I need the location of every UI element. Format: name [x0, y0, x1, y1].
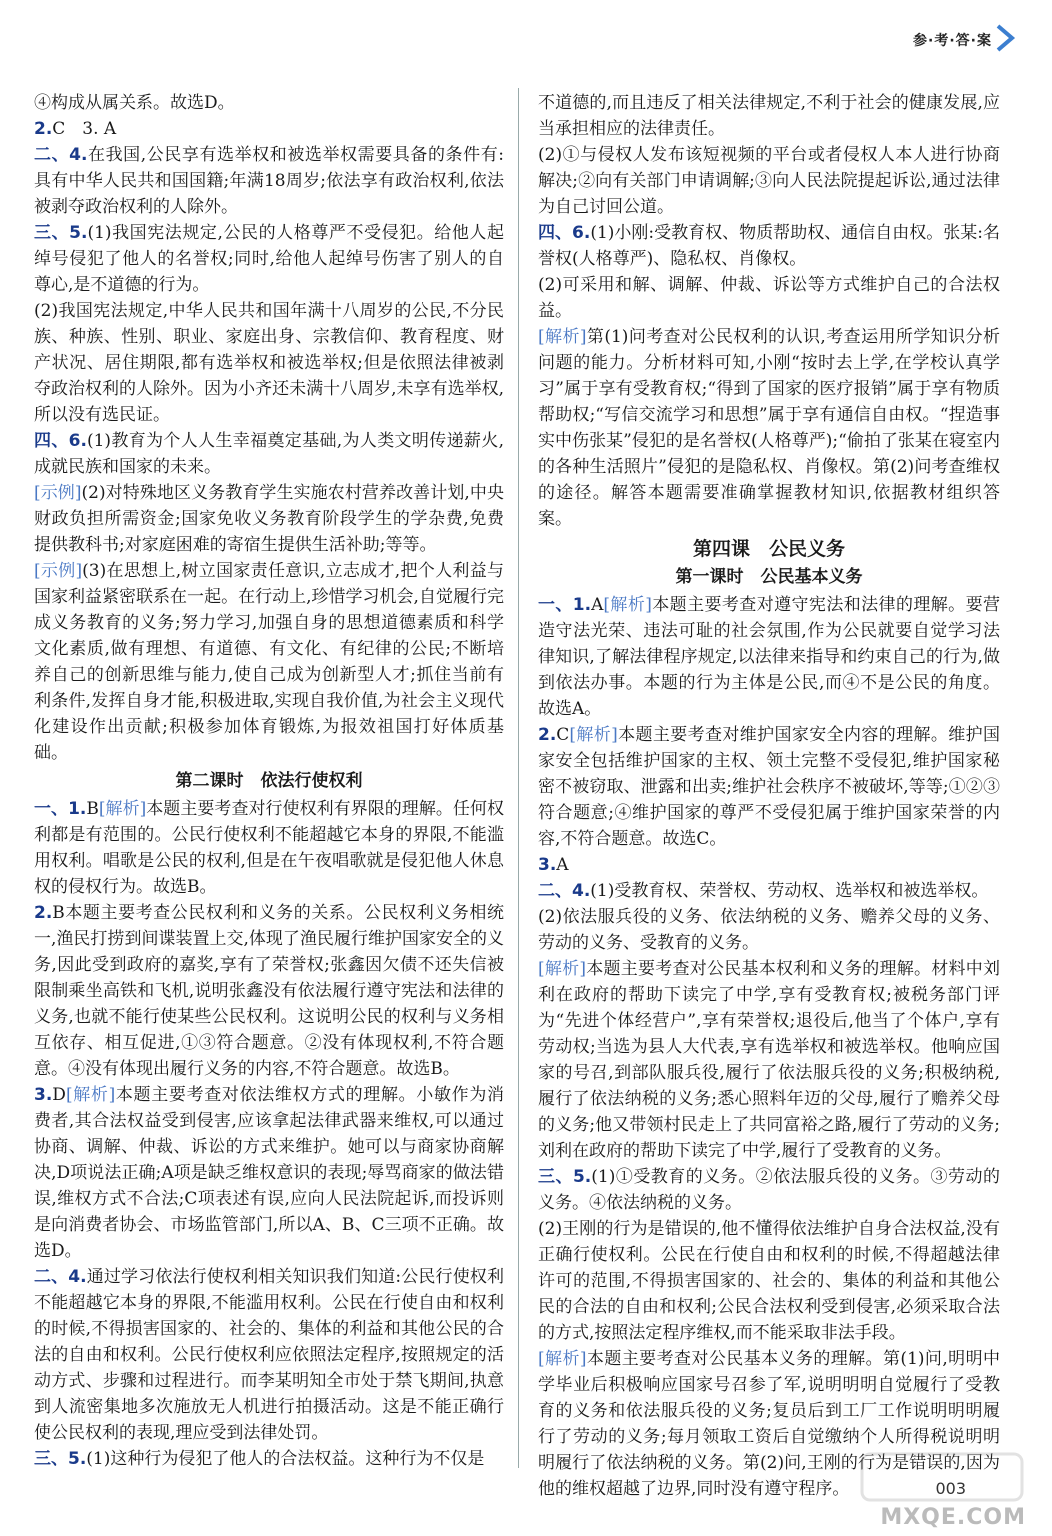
answer-text: 本题主要考查对公民基本义务的理解。第(1)问,明明中学毕业后积极响应国家号召参了军,说明明明自觉履行了受教育的义务和依法服兵役的义务;复员后到工厂工作说明明明履行了劳动的义务;每月领取工资后自觉缴纳个人所得税说明明明履行了依法纳税的义务。第(2)问,王刚的行为是错误的,因为他的维权超越了边界,同时没有遵守程序。: [538, 1349, 1000, 1499]
answer-paragraph: [34, 1082, 504, 1264]
section-heading: 第一课时 公民基本义务: [675, 567, 863, 587]
question-number: 2.: [34, 903, 53, 923]
analysis-tag: [解析]: [538, 327, 587, 347]
analysis-tag: [解析]: [603, 595, 652, 615]
question-number: 3.: [34, 1085, 53, 1105]
answer-paragraph: [538, 90, 1000, 142]
right-column: [538, 90, 1000, 1502]
answer-text: (1)受教育权、荣誉权、劳动权、选举权和被选举权。: [590, 881, 989, 901]
question-number: 2.: [34, 119, 53, 139]
question-number: 二、4.: [538, 881, 591, 901]
answer-paragraph: [538, 1216, 1000, 1346]
answer-text: 本题主要考查对公民基本权利和义务的理解。材料中刘利在政府的帮助下读完了中学,享有受教育权;被税务部门评为“先进个体经营户”,享有荣誉权;退役后,他当了个体户,享有劳动权;当选为县人大代表,享有选举权和被选举权。他响应国家的号召,到部队服兵役,履行了依法服兵役的义务;积极纳税,履行了依法纳税的义务;悉心照料年迈的父母,履行了赡养父母的义务;他又带领村民走上了共同富裕之路,履行了劳动的义务;刘利在政府的帮助下读完了中学,履行了受教育的义务。: [538, 959, 1001, 1161]
answer-text: (1)①受教育的义务。②依法服兵役的义务。③劳动的义务。④依法纳税的义务。: [538, 1167, 1000, 1213]
header-tag: 参·考·答·案: [913, 33, 992, 49]
answer-paragraph: [34, 1446, 504, 1472]
analysis-text: 本题主要考查对维护国家安全内容的理解。维护国家安全包括维护国家的主权、领土完整不受侵犯,维护国家秘密不被窃取、泄露和出卖;维护社会秩序不被破坏,等等;①②③符合题意;④维护国家的尊严不受侵犯属于维护国家荣誉的内容,不符合题意。故选C。: [538, 725, 1001, 849]
answer-paragraph: [34, 90, 504, 116]
answer-paragraph: [34, 480, 504, 558]
column-divider: [518, 88, 519, 1468]
analysis-text: 本题主要考查公民权利和义务的关系。公民权利义务相统一,渔民打捞到间谍装置上交,体现了渔民履行维护国家安全的义务,因此受到政府的嘉奖,享有了荣誉权;张鑫因欠债不还失信被限制乘坐高铁和飞机,说明张鑫没有依法履行遵守宪法和法律的义务,也就不能行使某些公民权利。这说明公民的权利与义务相互依存、相互促进,①③符合题意。②没有体现权利,不符合题意。④没有体现出履行义务的内容,不符合题意。故选B。: [34, 903, 504, 1079]
answer-text: A: [556, 855, 569, 875]
answer-text: (2)①与侵权人发布该短视频的平台或者侵权人本人进行协商解决;②向有关部门申请调解;③向人民法院提起诉讼,通过法律为自己讨回公道。: [538, 145, 1000, 217]
answer-paragraph: [34, 558, 504, 766]
question-number: 三、5.: [538, 1167, 592, 1187]
answer-paragraph: [538, 324, 1000, 532]
answer-text: 第(1)问考查对公民权利的认识,考查运用所学知识分析问题的能力。分析材料可知,小刚“按时去上学,在学校认真学习”属于享有受教育权;“得到了国家的医疗报销”属于享有物质帮助权;“写信交流学习和思想”属于享有通信自由权。“捏造事实中伤张某”侵犯的是名誉权(人格尊严);“偷拍了张某在寝室内的各种生活照片”侵犯的是隐私权、肖像权。第(2)问考查维权的途径。解答本题需要准确掌握教材知识,依据教材组织答案。: [538, 327, 1000, 529]
answer-text: (3)在思想上,树立国家责任意识,立志成才,把个人利益与国家利益紧密联系在一起。在行动上,珍惜学习机会,自觉履行完成义务教育的义务;努力学习,加强自身的思想道德素质和科学文化素质,做有理想、有道德、有文化、有纪律的公民;不断培养自己的创新思维与能力,使自己成为创新型人才;抓住当前有利条件,发挥自身才能,积极进取,实现自我价值,为社会主义现代化建设作出贡献;积极参加体育锻炼,为报效祖国打好体质基础。: [34, 561, 504, 763]
answer-paragraph: [538, 272, 1000, 324]
answer-paragraph: [538, 852, 1000, 878]
analysis-tag: [解析]: [569, 725, 618, 745]
analysis-tag: [示例]: [34, 483, 82, 503]
analysis-tag: [解析]: [98, 799, 147, 819]
question-number: 四、6.: [538, 223, 591, 243]
answer-paragraph: [538, 220, 1000, 272]
question-number: 一、1.: [538, 595, 592, 615]
answer-text: A: [591, 595, 604, 615]
watermark-text: MXQE.COM: [880, 1505, 1026, 1530]
answer-text: D: [52, 1085, 66, 1105]
analysis-text: 本题主要考查对行使权利有界限的理解。任何权利都是有范围的。公民行使权利不能超越它本身的界限,不能滥用权利。唱歌是公民的权利,但是在午夜唱歌就是侵犯他人休息权的侵权行为。故选B。: [34, 799, 504, 897]
analysis-text: 本题主要考查对依法维权方式的理解。小敏作为消费者,其合法权益受到侵害,应该拿起法律武器来维权,可以通过协商、调解、仲裁、诉讼的方式来维护。她可以与商家协商解决,D项说法正确;A项是缺乏维权意识的表现;辱骂商家的做法错误,维权方式不合法;C项表述有误,应向人民法院起诉,而投诉则是向消费者协会、市场监管部门,所以A、B、C三项不正确。故选D。: [34, 1085, 504, 1261]
lesson-heading: 第四课 公民义务: [692, 538, 845, 560]
analysis-tag: [解析]: [538, 959, 587, 979]
question-number: 三、5.: [34, 1449, 87, 1469]
answer-text: C 3. A: [52, 119, 117, 139]
answer-paragraph: [34, 116, 504, 142]
answer-paragraph: [34, 900, 504, 1082]
answer-text: ④构成从属关系。故选D。: [34, 93, 235, 113]
answer-text: 通过学习依法行使权利相关知识我们知道:公民行使权利不能超越它本身的界限,不能滥用权利。公民在行使自由和权利的时候,不得损害国家的、社会的、集体的利益和其他公民的合法的自由和权利。公民行使权利应依照法定程序,按照规定的活动方式、步骤和过程进行。而李某明知全市处于禁飞期间,执意到人流密集地多次施放无人机进行拍摄活动。这是不能正确行使公民权利的表现,理应受到法律处罚。: [34, 1267, 504, 1443]
question-number: 三、5.: [34, 223, 88, 243]
answer-paragraph: [34, 220, 504, 298]
question-number: 3.: [538, 855, 557, 875]
answer-text: B: [86, 799, 99, 819]
answer-paragraph: [538, 904, 1000, 956]
answer-paragraph: [34, 428, 504, 480]
answer-text: (1)教育为个人人生幸福奠定基础,为人类文明传递薪火,成就民族和国家的未来。: [34, 431, 504, 477]
answer-text: (2)依法服兵役的义务、依法纳税的义务、赡养父母的义务、劳动的义务、受教育的义务。: [538, 907, 1000, 953]
question-number: 2.: [538, 725, 557, 745]
answer-paragraph: [34, 796, 504, 900]
chevron-right-icon: [990, 22, 1022, 54]
answer-text: B: [52, 903, 65, 923]
question-number: 二、4.: [34, 1267, 87, 1287]
answer-text: 在我国,公民享有选举权和被选举权需要具备的条件有:具有中华人民共和国国籍;年满18周岁;依法享有政治权利,依法被剥夺政治权利的人除外。: [34, 145, 504, 217]
answer-paragraph: [538, 878, 1000, 904]
answer-text: (1)小刚:受教育权、物质帮助权、通信自由权。张某:名誉权(人格尊严)、隐私权、肖像权。: [538, 223, 1000, 269]
answer-paragraph: [34, 1264, 504, 1446]
answer-text: (2)对特殊地区义务教育学生实施农村营养改善计划,中央财政负担所需资金;国家免收义务教育阶段学生的学杂费,免费提供教科书;对家庭困难的寄宿生提供生活补助;等等。: [34, 483, 504, 555]
answer-paragraph: [538, 592, 1000, 722]
answer-text: C: [556, 725, 570, 745]
answer-paragraph: [538, 142, 1000, 220]
analysis-tag: [示例]: [34, 561, 83, 581]
answer-paragraph: [34, 142, 504, 220]
page-number: 003: [935, 1479, 966, 1498]
answer-text: (2)可采用和解、调解、仲裁、诉讼等方式维护自己的合法权益。: [538, 275, 1000, 321]
analysis-text: 本题主要考查对遵守宪法和法律的理解。要营造守法光荣、违法可耻的社会氛围,作为公民就要自觉学习法律知识,了解法律程序规定,以法律来指导和约束自己的行为,做到依法办事。本题的行为主体是公民,而④不是公民的角度。故选A。: [538, 595, 1000, 719]
answer-text: (2)王刚的行为是错误的,他不懂得依法维护自身合法权益,没有正确行使权利。公民在行使自由和权利的时候,不得超越法律许可的范围,不得损害国家的、社会的、集体的利益和其他公民的合法的自由和权利;公民合法权利受到侵害,必须采取合法的方式,按照法定程序维权,而不能采取非法手段。: [538, 1219, 1000, 1343]
answer-text: (1)我国宪法规定,公民的人格尊严不受侵犯。给他人起绰号侵犯了他人的名誉权;同时,给他人起绰号伤害了别人的自尊心,是不道德的行为。: [34, 223, 505, 295]
answer-paragraph: [538, 956, 1000, 1164]
answer-text: 不道德的,而且违反了相关法律规定,不利于社会的健康发展,应当承担相应的法律责任。: [538, 93, 1000, 139]
analysis-tag: [解析]: [65, 1085, 116, 1105]
section-heading: 第二课时 依法行使权利: [175, 771, 363, 791]
analysis-tag: [解析]: [538, 1349, 587, 1369]
left-column: [34, 90, 504, 1472]
question-number: 一、1.: [34, 799, 87, 819]
answer-paragraph: [34, 298, 504, 428]
answer-paragraph: [538, 1164, 1000, 1216]
answer-text: (2)我国宪法规定,中华人民共和国年满十八周岁的公民,不分民族、种族、性别、职业、家庭出身、宗教信仰、教育程度、财产状况、居住期限,都有选举权和被选举权;但是依照法律被剥夺政治权利的人除外。因为小齐还未满十八周岁,未享有选举权,所以没有选民证。: [34, 301, 504, 425]
answer-paragraph: [538, 722, 1000, 852]
question-number: 二、4.: [34, 145, 88, 165]
answer-text: (1)这种行为侵犯了他人的合法权益。这种行为不仅是: [86, 1449, 485, 1469]
question-number: 四、6.: [34, 431, 87, 451]
